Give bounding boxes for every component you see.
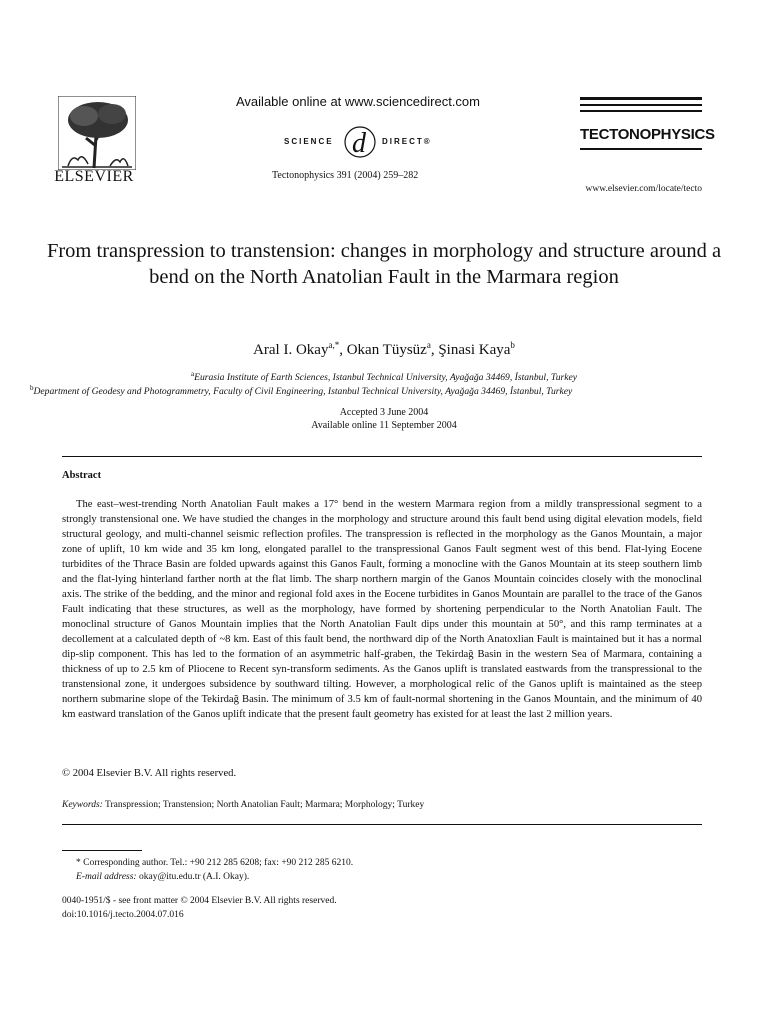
- email-label: E-mail address:: [76, 872, 137, 882]
- available-date: Available online 11 September 2004: [311, 420, 457, 431]
- sciencedirect-left-text: SCIENCE: [284, 137, 334, 146]
- doi-line[interactable]: doi:10.1016/j.tecto.2004.07.016: [62, 910, 184, 920]
- author-name: Aral I. Okay: [253, 342, 329, 358]
- journal-title-rule: [580, 148, 702, 150]
- author-list: [40, 340, 728, 359]
- affiliation-a: [24, 370, 744, 383]
- affiliation-mark: b: [30, 384, 34, 392]
- affiliation-b: [30, 384, 730, 397]
- author-affiliation-mark: a,*: [328, 340, 340, 350]
- journal-citation: Tectonophysics 391 (2004) 259–282: [272, 170, 419, 181]
- sciencedirect-right-text: DIRECT®: [382, 137, 432, 146]
- svg-text:d: d: [352, 128, 366, 159]
- accepted-date: Accepted 3 June 2004: [339, 407, 429, 418]
- affiliation-text: Eurasia Institute of Earth Sciences, Istanbul Technical University, Ayağağa 34469, İstanbul, Turkey: [194, 372, 578, 384]
- affiliation-text: Department of Geodesy and Photogrammetry, Faculty of Civil Engineering, Istanbul Technical University, Ayağağa 34469, İstanbul, Turkey: [33, 386, 573, 398]
- available-online-line[interactable]: Available online at www.sciencedirect.com: [236, 94, 480, 109]
- abstract-paragraph: The east–west-trending North Anatolian Fault makes a 17° bend in the western Marmara region from a mildly transpressional segment to a strongly transtensional one. We have studied the changes in the morphology and structure around this fault bend using digital elevation models, field structural geology, and multi-channel seismic reflection profiles. The transpression is reflected in the morphology as the Ganos Mountain, a major zone of uplift, 10 km wide and 35 km long, elongated parallel to the transpressional Ganos Fault segment west of this bend. Flat-lying Eocene turbidites of the Thrace Basin are folded upwards against this Ganos Fault, forming a monocline with the Ganos Mountain at its steep southern limb and the flat-lying hinterland farther north at the flat limb. The sharp northern margin of the Ganos Mountain coincides closely with the monoclinal axis. The strike of the bedding, and the minor and regional fold axes in the Eocene turbidites in Ganos Mountain are parallel to the trace of the Ganos Fault indicating that these structures, as well as the morphology, have formed by shortening perpendicular to the North Anatolian Fault. The monoclinal structure of Ganos Mountain implies that the North Anatolian Fault dips under this mountain at 50°, and this ramp terminates at a decollement at a calculated depth of ~8 km. East of this fault bend, the northward dip of the North Anatoxlian Fault is maintained but it has a normal dip-slip component. This has led to the formation of an asymmetric half-graben, the Tekirdağ Basin in the western Sea of Marmara, containing a thickness of up to 2.5 km of Pliocene to Recent syn-transform sediments. As the Ganos uplift is translated eastwards from the transpressional to the transtensional zone, it undergoes subsidence by southward tilting. However, a morphological relic of the Ganos uplift is maintained as the steep northern submarine slope of the Tekirdağ Basin. The minimum of 3.5 km of fault-normal shortening in the Ganos Mountain, and the minimum of 40 km eastward translation of the Ganos uplift indicate that the present fault geometry has existed for at least the last 2 million years.: [62, 499, 702, 720]
- journal-title: TECTONOPHYSICS: [580, 126, 715, 143]
- keywords-label: Keywords:: [62, 800, 103, 810]
- section-divider: [62, 824, 702, 825]
- keywords-list: Transpression; Transtension; North Anatolian Fault; Marmara; Morphology; Turkey: [102, 800, 425, 810]
- author-separator: ,: [430, 342, 439, 358]
- email-note: [76, 872, 249, 882]
- author-name: Şinasi Kaya: [438, 342, 511, 358]
- abstract-heading: Abstract: [62, 470, 102, 481]
- section-divider: [62, 456, 702, 457]
- author-affiliation-mark: a: [426, 340, 431, 350]
- author-name: Okan Tüysüz: [346, 342, 427, 358]
- issn-line: 0040-1951/$ - see front matter © 2004 Elsevier B.V. All rights reserved.: [62, 896, 337, 906]
- journal-url[interactable]: www.elsevier.com/locate/tecto: [585, 184, 702, 194]
- abstract-body: [62, 497, 702, 722]
- affiliation-mark: a: [190, 370, 195, 378]
- email-address[interactable]: okay@itu.edu.tr (A.I. Okay).: [136, 872, 250, 882]
- journal-header-rules: [580, 97, 702, 116]
- sciencedirect-d-icon: [342, 124, 382, 160]
- article-title: From transpression to transtension: changes in morphology and structure around a bend on the North Anatolian Fault in the Marmara region: [46, 240, 722, 288]
- footnote-rule: [62, 850, 142, 851]
- author-affiliation-mark: b: [510, 340, 515, 350]
- publisher-name: ELSEVIER: [54, 168, 134, 185]
- keywords-line: [62, 800, 702, 810]
- author-separator: ,: [339, 342, 347, 358]
- corresponding-author-note: * Corresponding author. Tel.: +90 212 285 6208; fax: +90 212 285 6210.: [76, 858, 354, 868]
- abstract-copyright: © 2004 Elsevier B.V. All rights reserved.: [62, 768, 237, 779]
- sciencedirect-logo: [284, 124, 484, 160]
